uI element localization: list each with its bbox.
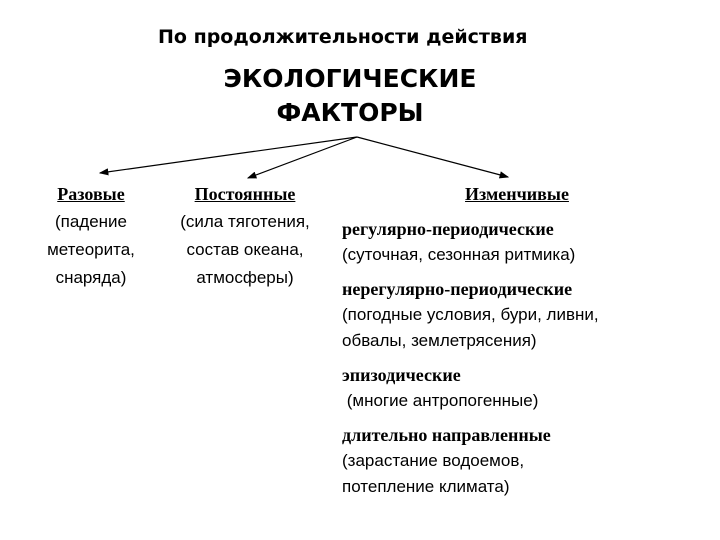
constant-description: (сила тяготения, состав океана, атмосферы) <box>180 212 310 287</box>
constant-heading: Постоянные <box>194 184 296 204</box>
variable-heading: Изменчивые <box>465 184 569 204</box>
arrow-to-variable <box>357 137 508 177</box>
variable-item-name: нерегулярно-периодические <box>342 279 573 299</box>
variable-item <box>342 216 702 268</box>
variable-item <box>342 276 702 354</box>
variable-item-name: длительно направленные <box>342 425 551 445</box>
diagram-title: ЭКОЛОГИЧЕСКИЕ ФАКТОРЫ <box>223 64 477 127</box>
column-variable <box>342 180 702 508</box>
one-time-heading: Разовые <box>57 184 125 204</box>
variable-item-name: регулярно-периодические <box>342 219 554 239</box>
variable-item-name: эпизодические <box>342 365 461 385</box>
variable-item <box>342 422 702 500</box>
variable-item-description: (погодные условия, бури, ливни, обвалы, землетрясения) <box>342 305 599 350</box>
variable-item-description: (многие антропогенные) <box>342 391 539 410</box>
column-constant <box>166 180 324 292</box>
diagram-subtitle: По продолжительности действия <box>158 26 528 48</box>
variable-item-description: (суточная, сезонная ритмика) <box>342 245 576 264</box>
variable-item <box>342 362 702 414</box>
arrow-to-one-time <box>100 137 357 173</box>
one-time-description: (падение метеорита, снаряда) <box>47 212 135 287</box>
variable-item-description: (зарастание водоемов, потепление климата) <box>342 451 525 496</box>
column-one-time <box>28 180 154 292</box>
arrow-to-constant <box>248 137 357 178</box>
